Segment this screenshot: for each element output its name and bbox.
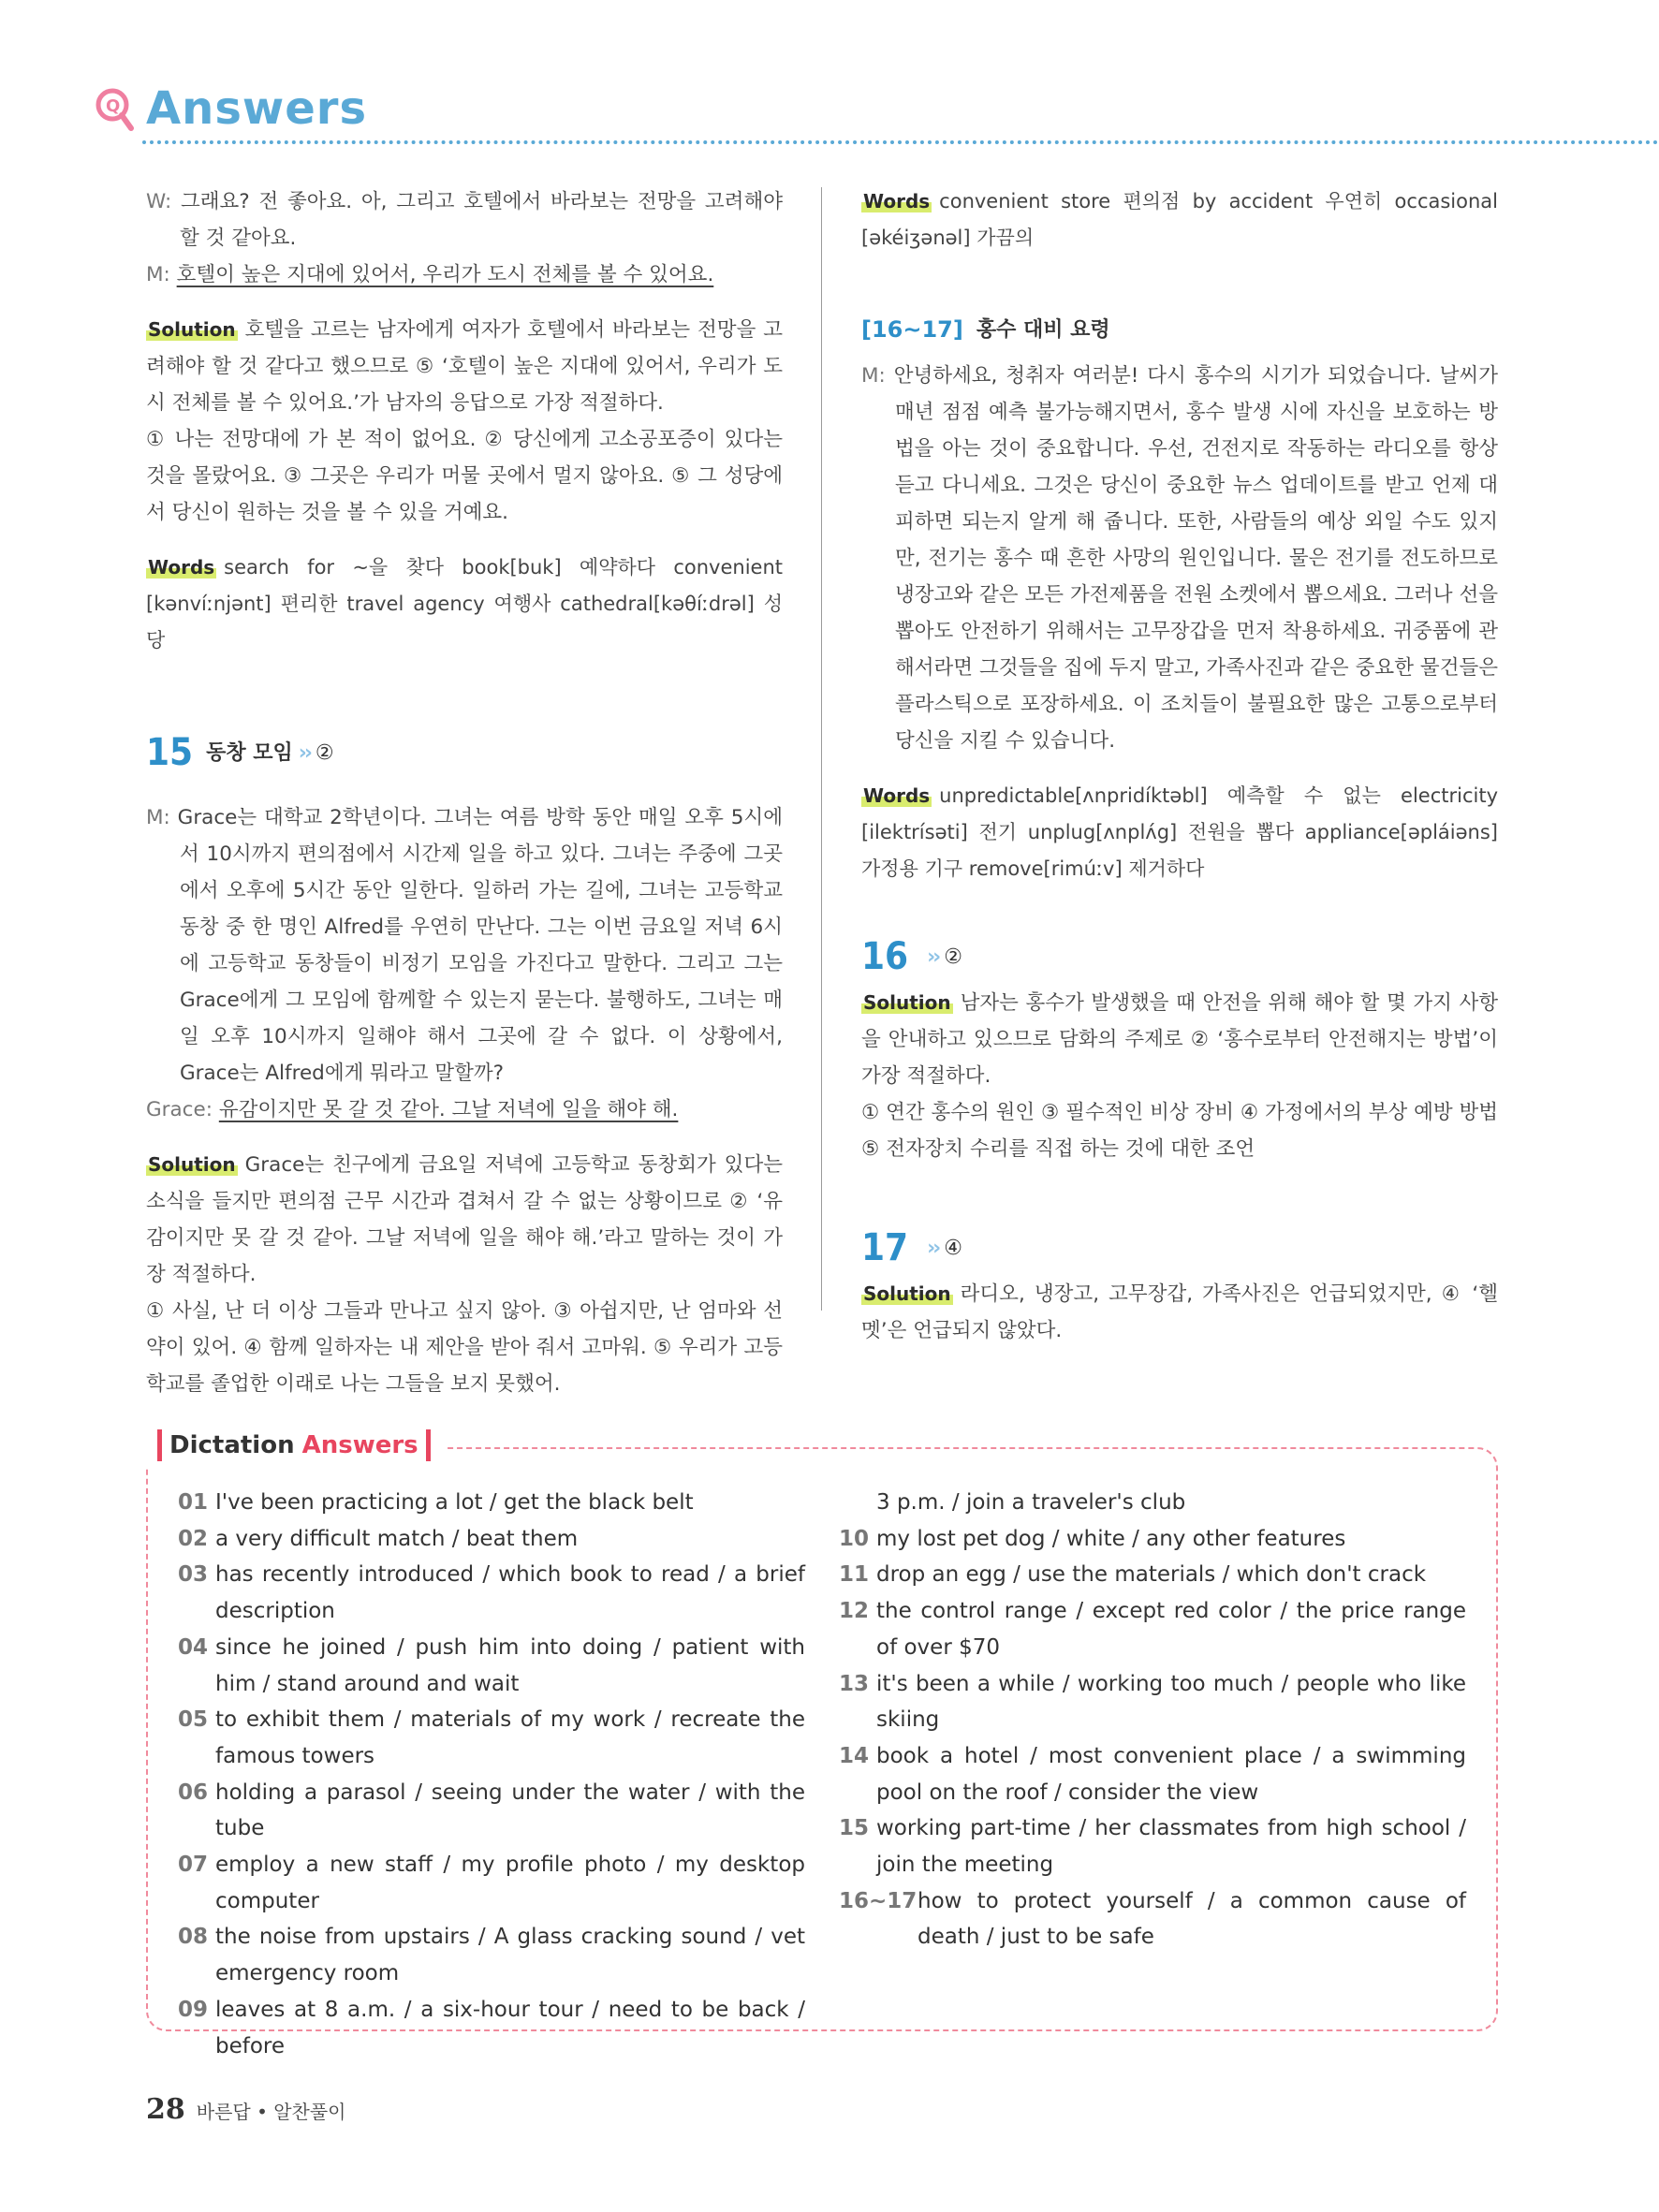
question-17-heading bbox=[861, 1220, 1498, 1276]
dictation-item: 15 working part-time / her classmates from high school / join the meeting bbox=[839, 1816, 1466, 1878]
dictation-right-column bbox=[839, 1485, 1466, 1956]
dictation-title: Dictation Answers bbox=[140, 1423, 448, 1468]
dictation-item: 11 drop an egg / use the materials / which don't crack bbox=[839, 1562, 1427, 1588]
dictation-item: 13 it's been a while / working too much / people who like skiing bbox=[839, 1671, 1466, 1733]
right-column bbox=[861, 183, 1498, 1349]
solution-label: Solution bbox=[148, 318, 236, 341]
words-label: Words bbox=[863, 190, 931, 212]
dialog-15-m: M: Grace는 대학교 2학년이다. 그녀는 여름 방학 동안 매일 오후 5시에서 10시까지 편의점에서 시간제 일을 하고 있다. 그녀는 주중에 그곳에서 오후에 5시간 동안 일한다. 일하러 가는 길에, 그녀는 고등학교 동창 중 한 명인 Alfred를 우연히 만난다. 그는 이번 금요일 저녁 6시에 고등학교 동창들이 비정기 모임을 가진다고 말한다. 그리고 그는 Grace에게 그 모임에 함께할 수 있는지 묻는다. 불행하도, 그녀는 매일 오후 10시까지 일해야 해서 그곳에 갈 수 없다. 이 상황에서, Grace는 Alfred에게 뭐라고 말할까? bbox=[146, 806, 783, 1085]
solution-15: Solution Grace는 친구에게 금요일 저녁에 고등학교 동창회가 있다는 소식을 들지만 편의점 근무 시간과 겹쳐서 갈 수 없는 상황이므로 ② ‘유감이지만 못 갈 것 같아. 그날 저녁에 일을 해야 해.’라고 말하는 것이 가장 적절하다. bbox=[146, 1153, 783, 1286]
answer-mark: ④ bbox=[944, 1236, 962, 1260]
dictation-left-column bbox=[178, 1485, 805, 2064]
options-15: ① 사실, 난 더 이상 그들과 만나고 싶지 않아. ③ 아쉽지만, 난 엄마와 선약이 있어. ④ 함께 일하자는 내 제안을 받아 줘서 고마워. ⑤ 우리가 고등학교를 졸업한 이래로 나는 그들을 보지 못했어. bbox=[146, 1299, 783, 1396]
dialog-16-17: M: 안녕하세요, 청취자 여러분! 다시 홍수의 시기가 되었습니다. 날씨가 매년 점점 예측 불가능해지면서, 홍수 발생 시에 자신을 보호하는 방법을 아는 것이 중요합니다. 우선, 건전지로 작동하는 라디오를 항상 듣고 다니세요. 그것은 당신이 중요한 뉴스 업데이트를 받고 언제 대피하면 되는지 알게 해 줍니다. 또한, 사람들의 예상 외일 수도 있지만, 전기는 홍수 때 흔한 사망의 원인입니다. 물은 전기를 전도하므로 냉장고와 같은 모든 가전제품을 전원 소켓에서 뽑으세요. 그러나 선을 뽑아도 안전하기 위해서는 고무장갑을 먼저 착용하세요. 귀중품에 관해서라면 그것들을 집에 두지 말고, 가족사진과 같은 중요한 물건들은 플라스틱으로 포장하세요. 이 조치들이 불필요한 많은 고통으로부터 당신을 지킬 수 있습니다. bbox=[861, 364, 1498, 753]
chevron-right-icon: ›› bbox=[927, 945, 939, 969]
page-number: 28 bbox=[146, 2093, 185, 2126]
question-number: 16 bbox=[861, 934, 909, 978]
dictation-item: 01 I've been practicing a lot / get the black belt bbox=[178, 1490, 694, 1515]
options-14: ① 나는 전망대에 가 본 적이 없어요. ② 당신에게 고소공포증이 있다는 것을 몰랐어요. ③ 그곳은 우리가 머물 곳에서 멀지 않아요. ⑤ 그 성당에서 당신이 원하는 것을 볼 수 있을 거예요. bbox=[146, 428, 783, 524]
dictation-item: 08 the noise from upstairs / A glass cracking sound / vet emergency room bbox=[178, 1925, 805, 1986]
question-title: 홍수 대비 요령 bbox=[976, 317, 1110, 342]
dictation-item: 07 employ a new staff / my profile photo / my desktop computer bbox=[178, 1853, 805, 1913]
dictation-item: 03 has recently introduced / which book to read / a brief description bbox=[178, 1562, 805, 1624]
solution-14: Solution 호텔을 고르는 남자에게 여자가 호텔에서 바라보는 전망을 고려해야 할 것 같다고 했으므로 ⑤ ‘호텔이 높은 지대에 있어서, 우리가 도시 전체를 볼 수 있어요.’가 남자의 응답으로 가장 적절하다. bbox=[146, 318, 783, 415]
magnifier-q-icon bbox=[94, 86, 135, 133]
words-label: Words bbox=[863, 784, 931, 807]
dictation-item: 09 leaves at 8 a.m. / a six-hour tour / need to be back / before bbox=[178, 1997, 805, 2058]
solution-17: Solution 라디오, 냉장고, 고무장갑, 가족사진은 언급되었지만, ④ ‘헬멧’은 언급되지 않았다. bbox=[861, 1282, 1498, 1342]
page-title: Answers bbox=[146, 82, 368, 135]
title-bar-left bbox=[157, 1429, 162, 1461]
dictation-continuation: 3 p.m. / join a traveler's club bbox=[876, 1490, 1186, 1515]
question-15-heading bbox=[146, 725, 783, 781]
solution-label: Solution bbox=[148, 1153, 236, 1176]
dictation-item: 12 the control range / except red color / the price range of over $70 bbox=[839, 1599, 1466, 1660]
svg-text:Q: Q bbox=[106, 96, 121, 116]
question-range: [16~17] bbox=[861, 315, 963, 343]
question-title: 동창 모임 bbox=[206, 740, 293, 765]
answer-mark: ② bbox=[944, 945, 962, 969]
dictation-item: 02 a very difficult match / beat them bbox=[178, 1526, 579, 1551]
words-label: Words bbox=[148, 556, 215, 579]
question-number: 15 bbox=[146, 730, 194, 774]
words-16-17: Words unpredictable[ʌnpridíktəbl] 예측할 수 없는 electricity [ilektrísəti] 전기 unplug[ʌnplʌ́g] 전원을 뽑다 appliance[əpláiəns] 가정용 기구 remove[rimúːv] 제거하다 bbox=[861, 784, 1498, 880]
dialog-line-m: M: 호텔이 높은 지대에 있어서, 우리가 도시 전체를 볼 수 있어요. bbox=[146, 263, 714, 286]
page-footer bbox=[146, 2093, 346, 2126]
solution-label: Solution bbox=[863, 1282, 951, 1305]
chevron-right-icon: ›› bbox=[927, 1236, 939, 1260]
options-16: ① 연간 홍수의 원인 ③ 필수적인 비상 장비 ④ 가정에서의 부상 예방 방법 ⑤ 전자장치 수리를 직접 하는 것에 대한 조언 bbox=[861, 1101, 1498, 1161]
question-16-heading bbox=[861, 929, 1498, 985]
question-16-17-heading bbox=[861, 301, 1498, 358]
dictation-item: 14 book a hotel / most convenient place / a swimming pool on the roof / consider the view bbox=[839, 1743, 1466, 1805]
answer-mark: ② bbox=[315, 740, 334, 765]
chevron-right-icon: ›› bbox=[298, 740, 310, 765]
dialog-15-grace: Grace: 유감이지만 못 갈 것 같아. 그날 저녁에 일을 해야 해. bbox=[146, 1098, 679, 1121]
dictation-item: 04 since he joined / push him into doing / patient with him / stand around and wait bbox=[178, 1634, 805, 1696]
dictation-item: 06 holding a parasol / seeing under the water / with the tube bbox=[178, 1780, 805, 1841]
question-number: 17 bbox=[861, 1225, 909, 1269]
header-dotted-rule bbox=[142, 140, 1659, 144]
dictation-item: 05 to exhibit them / materials of my work / recreate the famous towers bbox=[178, 1707, 805, 1768]
words-15: Words convenient store 편의점 by accident 우연히 occasional [əkéiʒənəl] 가끔의 bbox=[861, 190, 1498, 249]
words-14: Words search for ~을 찾다 book[buk] 예약하다 convenient [kənvíːnjənt] 편리한 travel agency 여행사 cathedral[kəθíːdrəl] 성당 bbox=[146, 556, 783, 652]
solution-16: Solution 남자는 홍수가 발생했을 때 안전을 위해 해야 할 몇 가지 사항을 안내하고 있으므로 담화의 주제로 ② ‘홍수로부터 안전해지는 방법’이 가장 적절하다. bbox=[861, 991, 1498, 1088]
dictation-item: 16~17 how to protect yourself / a common cause of death / just to be safe bbox=[839, 1888, 1466, 1950]
left-column bbox=[146, 183, 783, 1402]
dictation-item: 10 my lost pet dog / white / any other features bbox=[839, 1526, 1346, 1551]
dialog-line-w: W: 그래요? 전 좋아요. 아, 그리고 호텔에서 바라보는 전망을 고려해야 할 것 같아요. bbox=[146, 190, 783, 250]
column-divider bbox=[821, 187, 822, 1311]
page-header bbox=[94, 82, 1659, 148]
book-title: 바른답 • 알찬풀이 bbox=[196, 2101, 346, 2123]
solution-label: Solution bbox=[863, 991, 951, 1014]
title-bar-right bbox=[426, 1429, 431, 1461]
